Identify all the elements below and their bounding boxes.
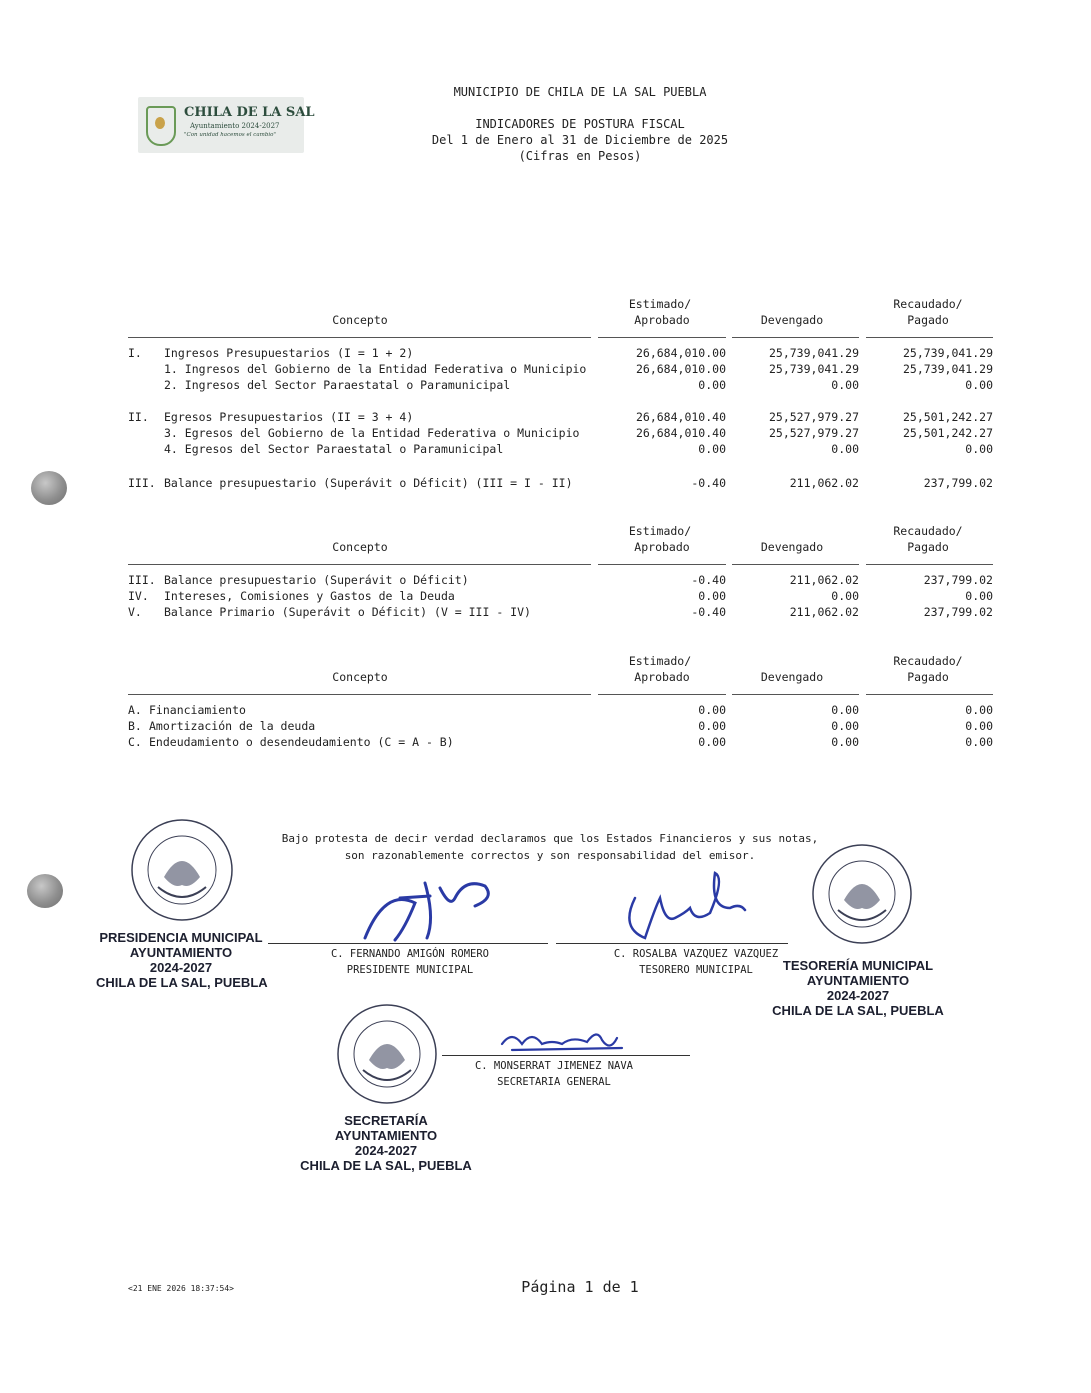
row-accrued: 211,062.02 bbox=[789, 605, 859, 619]
treasurer-signature-icon bbox=[615, 868, 755, 943]
table-row bbox=[0, 703, 1091, 719]
col-estimated-2: Aprobado bbox=[634, 670, 690, 684]
row-accrued: 25,739,041.29 bbox=[768, 362, 859, 376]
row-number: III. bbox=[128, 476, 156, 490]
page-number: Página 1 de 1 bbox=[521, 1278, 639, 1296]
row-label: 2. Ingresos del Sector Paraestatal o Paramunicipal bbox=[164, 378, 511, 392]
col-accrued: Devengado bbox=[760, 670, 824, 684]
header-rule bbox=[598, 337, 726, 338]
col-collected-2: Pagado bbox=[907, 670, 949, 684]
row-number: V. bbox=[128, 605, 142, 619]
header-rule bbox=[732, 337, 859, 338]
row-number: B. bbox=[128, 719, 142, 733]
municipal-logo bbox=[138, 97, 315, 153]
row-estimated: -0.40 bbox=[691, 476, 726, 490]
logo-subtitle: Ayuntamiento 2024-2027 bbox=[190, 122, 280, 130]
tesoreria-seal-icon bbox=[806, 840, 918, 948]
treasurer-role: TESORERO MUNICIPAL bbox=[639, 964, 753, 976]
row-collected: 25,501,242.27 bbox=[902, 426, 993, 440]
fiscal-table-primary-balance bbox=[0, 524, 1091, 624]
declaration-line-2: son razonablemente correctos y son responsabilidad del emisor. bbox=[344, 849, 756, 862]
crest-icon bbox=[146, 106, 176, 146]
row-estimated: 0.00 bbox=[698, 719, 726, 733]
row-label: Egresos Presupuestarios (II = 3 + 4) bbox=[164, 410, 414, 424]
table-row bbox=[0, 735, 1091, 751]
col-estimated-1: Estimado/ bbox=[628, 297, 692, 311]
table-row bbox=[0, 719, 1091, 735]
report-units: (Cifras en Pesos) bbox=[518, 149, 642, 163]
row-collected: 0.00 bbox=[965, 703, 993, 717]
row-estimated: 0.00 bbox=[698, 378, 726, 392]
row-accrued: 211,062.02 bbox=[789, 476, 859, 490]
row-accrued: 0.00 bbox=[831, 703, 859, 717]
fiscal-table-debt bbox=[0, 654, 1091, 754]
col-estimated-2: Aprobado bbox=[634, 540, 690, 554]
col-collected-2: Pagado bbox=[907, 313, 949, 327]
row-accrued: 0.00 bbox=[831, 378, 859, 392]
row-collected: 0.00 bbox=[965, 735, 993, 749]
logo-name: CHILA DE LA SAL bbox=[184, 105, 315, 120]
row-collected: 25,501,242.27 bbox=[902, 410, 993, 424]
col-collected-2: Pagado bbox=[907, 540, 949, 554]
row-label: Balance Primario (Superávit o Déficit) (V = III - IV) bbox=[164, 605, 531, 619]
stamp-line: SECRETARÍA bbox=[344, 1113, 428, 1128]
stamp-line: AYUNTAMIENTO bbox=[334, 1128, 438, 1143]
col-estimated-2: Aprobado bbox=[634, 313, 690, 327]
municipality-title: MUNICIPIO DE CHILA DE LA SAL PUEBLA bbox=[453, 85, 707, 99]
stamp-line: AYUNTAMIENTO bbox=[129, 945, 233, 960]
president-signature-icon bbox=[355, 868, 505, 948]
row-estimated: 0.00 bbox=[698, 442, 726, 456]
row-collected: 237,799.02 bbox=[923, 605, 993, 619]
row-label: Ingresos Presupuestarios (I = 1 + 2) bbox=[164, 346, 414, 360]
stamp-line: CHILA DE LA SAL, PUEBLA bbox=[772, 1003, 944, 1018]
header-rule bbox=[732, 694, 859, 695]
row-estimated: 26,684,010.00 bbox=[635, 362, 726, 376]
table-row bbox=[0, 346, 1091, 362]
row-accrued: 0.00 bbox=[831, 442, 859, 456]
row-collected: 237,799.02 bbox=[923, 573, 993, 587]
secretaria-seal-icon bbox=[331, 1000, 443, 1108]
fiscal-table-budget-balance bbox=[0, 297, 1091, 497]
row-accrued: 211,062.02 bbox=[789, 573, 859, 587]
treasurer-signature-line bbox=[556, 943, 788, 944]
row-collected: 25,739,041.29 bbox=[902, 346, 993, 360]
row-accrued: 0.00 bbox=[831, 719, 859, 733]
row-label: Endeudamiento o desendeudamiento (C = A - B) bbox=[149, 735, 454, 749]
header-rule bbox=[732, 564, 859, 565]
row-estimated: 0.00 bbox=[698, 589, 726, 603]
row-collected: 0.00 bbox=[965, 442, 993, 456]
table-row bbox=[0, 605, 1091, 621]
row-collected: 25,739,041.29 bbox=[902, 362, 993, 376]
punch-hole bbox=[27, 874, 63, 908]
row-accrued: 0.00 bbox=[831, 589, 859, 603]
print-timestamp: <21 ENE 2026 18:37:54> bbox=[128, 1284, 234, 1293]
stamp-line: 2024-2027 bbox=[826, 988, 890, 1003]
col-estimated-1: Estimado/ bbox=[628, 654, 692, 668]
header-rule bbox=[866, 694, 993, 695]
col-accrued: Devengado bbox=[760, 540, 824, 554]
row-collected: 237,799.02 bbox=[923, 476, 993, 490]
row-number: I. bbox=[128, 346, 142, 360]
secretary-signature-line bbox=[442, 1055, 690, 1056]
stamp-line: 2024-2027 bbox=[354, 1143, 418, 1158]
header-rule bbox=[128, 337, 591, 338]
col-collected-1: Recaudado/ bbox=[893, 297, 963, 311]
row-accrued: 25,739,041.29 bbox=[768, 346, 859, 360]
row-number: C. bbox=[128, 735, 142, 749]
row-label: 4. Egresos del Sector Paraestatal o Paramunicipal bbox=[164, 442, 504, 456]
secretary-signature-icon bbox=[492, 1022, 642, 1062]
col-collected-1: Recaudado/ bbox=[893, 654, 963, 668]
row-accrued: 25,527,979.27 bbox=[768, 410, 859, 424]
row-accrued: 25,527,979.27 bbox=[768, 426, 859, 440]
presidencia-seal-icon bbox=[124, 815, 240, 925]
row-label: 1. Ingresos del Gobierno de la Entidad Federativa o Municipio bbox=[164, 362, 587, 376]
stamp-line: AYUNTAMIENTO bbox=[806, 973, 910, 988]
logo-tagline: "Con unidad hacemos el cambio" bbox=[184, 132, 276, 138]
header-rule bbox=[866, 337, 993, 338]
col-accrued: Devengado bbox=[760, 313, 824, 327]
row-estimated: -0.40 bbox=[691, 573, 726, 587]
stamp-line: TESORERÍA MUNICIPAL bbox=[782, 958, 934, 973]
header-rule bbox=[128, 564, 591, 565]
row-accrued: 0.00 bbox=[831, 735, 859, 749]
treasurer-name: C. ROSALBA VAZQUEZ VAZQUEZ bbox=[613, 948, 779, 960]
president-name: C. FERNANDO AMIGÓN ROMERO bbox=[330, 948, 490, 960]
punch-hole bbox=[31, 471, 67, 505]
row-estimated: 0.00 bbox=[698, 703, 726, 717]
col-concept: Concepto bbox=[332, 670, 388, 684]
report-title: INDICADORES DE POSTURA FISCAL bbox=[475, 117, 685, 131]
secretary-role: SECRETARIA GENERAL bbox=[497, 1076, 611, 1088]
col-concept: Concepto bbox=[332, 540, 388, 554]
row-label: Balance presupuestario (Superávit o Déficit) (III = I - II) bbox=[164, 476, 573, 490]
col-estimated-1: Estimado/ bbox=[628, 524, 692, 538]
table-row bbox=[0, 426, 1091, 442]
row-number: A. bbox=[128, 703, 142, 717]
header-rule bbox=[128, 694, 591, 695]
row-number: III. bbox=[128, 573, 156, 587]
stamp-line: PRESIDENCIA MUNICIPAL bbox=[99, 930, 263, 945]
stamp-line: CHILA DE LA SAL, PUEBLA bbox=[96, 975, 268, 990]
row-estimated: 0.00 bbox=[698, 735, 726, 749]
header-rule bbox=[598, 564, 726, 565]
header-rule bbox=[598, 694, 726, 695]
table-row bbox=[0, 573, 1091, 589]
row-estimated: 26,684,010.00 bbox=[635, 346, 726, 360]
report-period: Del 1 de Enero al 31 de Diciembre de 2025 bbox=[431, 133, 729, 147]
row-label: Intereses, Comisiones y Gastos de la Deuda bbox=[164, 589, 455, 603]
row-estimated: -0.40 bbox=[691, 605, 726, 619]
row-number: IV. bbox=[128, 589, 149, 603]
presidencia-stamp bbox=[96, 930, 266, 990]
row-label: Financiamiento bbox=[149, 703, 246, 717]
president-signature-line bbox=[268, 943, 548, 944]
secretary-name: C. MONSERRAT JIMENEZ NAVA bbox=[474, 1060, 634, 1072]
col-concept: Concepto bbox=[332, 313, 388, 327]
row-collected: 0.00 bbox=[965, 378, 993, 392]
table-row bbox=[0, 442, 1091, 458]
row-estimated: 26,684,010.40 bbox=[635, 426, 726, 440]
row-label: 3. Egresos del Gobierno de la Entidad Federativa o Municipio bbox=[164, 426, 580, 440]
table-row bbox=[0, 378, 1091, 394]
col-collected-1: Recaudado/ bbox=[893, 524, 963, 538]
table-row bbox=[0, 476, 1091, 492]
stamp-line: CHILA DE LA SAL, PUEBLA bbox=[300, 1158, 472, 1173]
row-label: Amortización de la deuda bbox=[149, 719, 316, 733]
row-collected: 0.00 bbox=[965, 719, 993, 733]
row-number: II. bbox=[128, 410, 149, 424]
row-estimated: 26,684,010.40 bbox=[635, 410, 726, 424]
table-row bbox=[0, 410, 1091, 426]
stamp-line: 2024-2027 bbox=[149, 960, 213, 975]
declaration-line-1: Bajo protesta de decir verdad declaramos que los Estados Financieros y sus notas, bbox=[281, 832, 819, 845]
header-rule bbox=[866, 564, 993, 565]
president-role: PRESIDENTE MUNICIPAL bbox=[346, 964, 474, 976]
secretaria-stamp bbox=[296, 1113, 476, 1173]
table-row bbox=[0, 589, 1091, 605]
row-label: Balance presupuestario (Superávit o Déficit) bbox=[164, 573, 469, 587]
row-collected: 0.00 bbox=[965, 589, 993, 603]
table-row bbox=[0, 362, 1091, 378]
